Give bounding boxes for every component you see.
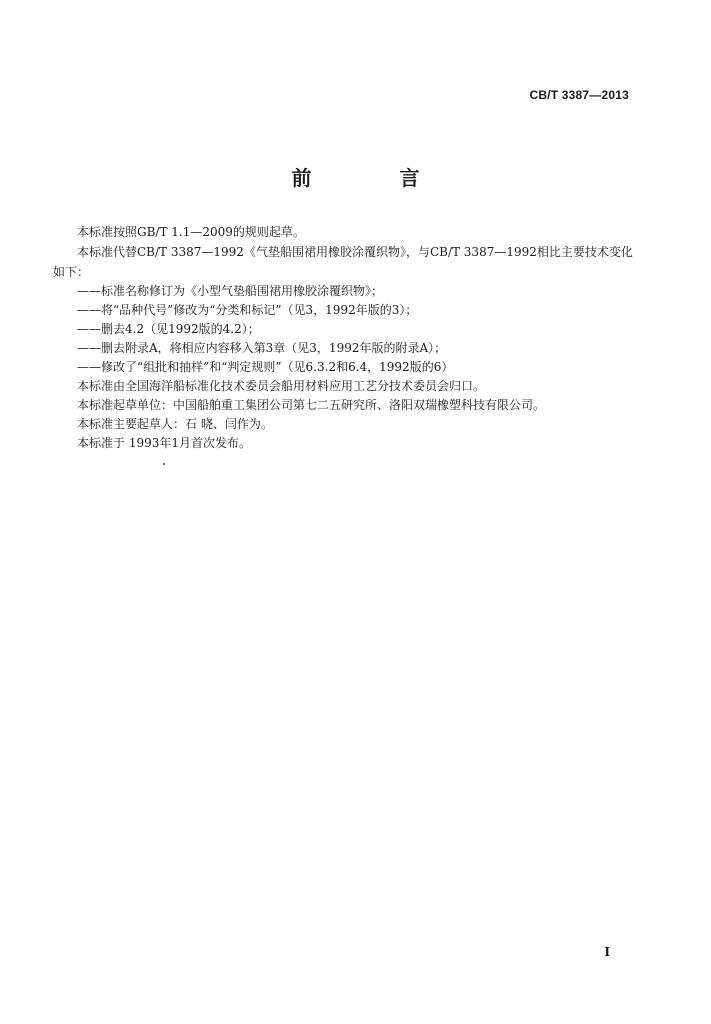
paragraph-first-release: 本标准于 1993年1月首次发布。: [77, 436, 251, 450]
change-item-classification: ——将“品种代号”修改为“分类和标记”（见3，1992年版的3）；: [77, 303, 418, 317]
paragraph-drafting-rules: 本标准按照GB/T 1.1—2009的规则起草。: [77, 225, 305, 239]
paragraph-drafters: 本标准主要起草人：石 晓、闫作为。: [77, 417, 273, 431]
paragraph-replacement: 本标准代替CB/T 3387—1992《气垫船围裙用橡胶涂覆织物》，与CB/T 3387—1992相比主要技术变化如下：: [53, 245, 633, 279]
change-item-sampling: ——修改了“组批和抽样”和“判定规则”（见6.3.2和6.4，1992版的6）: [77, 360, 454, 374]
change-item-deletion: ——删去4.2（见1992版的4.2）；: [77, 322, 260, 336]
scan-speck: [163, 463, 165, 465]
paragraph-drafting-units: 本标准起草单位：中国船舶重工集团公司第七二五研究所、洛阳双瑞橡塑科技有限公司。: [77, 398, 546, 412]
document-code: CB/T 3387—2013: [529, 88, 629, 102]
paragraph-responsible-committee: 本标准由全国海洋船标准化技术委员会船用材料应用工艺分技术委员会归口。: [77, 379, 486, 393]
change-item-annex: ——删去附录A，将相应内容移入第3章（见3，1992年版的附录A）；: [77, 341, 447, 355]
change-item-title: ——标准名称修订为《小型气垫船围裙用橡胶涂覆织物》；: [77, 284, 384, 298]
page-title: 前 言: [291, 166, 454, 190]
foreword-body: [53, 223, 633, 453]
page-number: I: [604, 945, 610, 959]
